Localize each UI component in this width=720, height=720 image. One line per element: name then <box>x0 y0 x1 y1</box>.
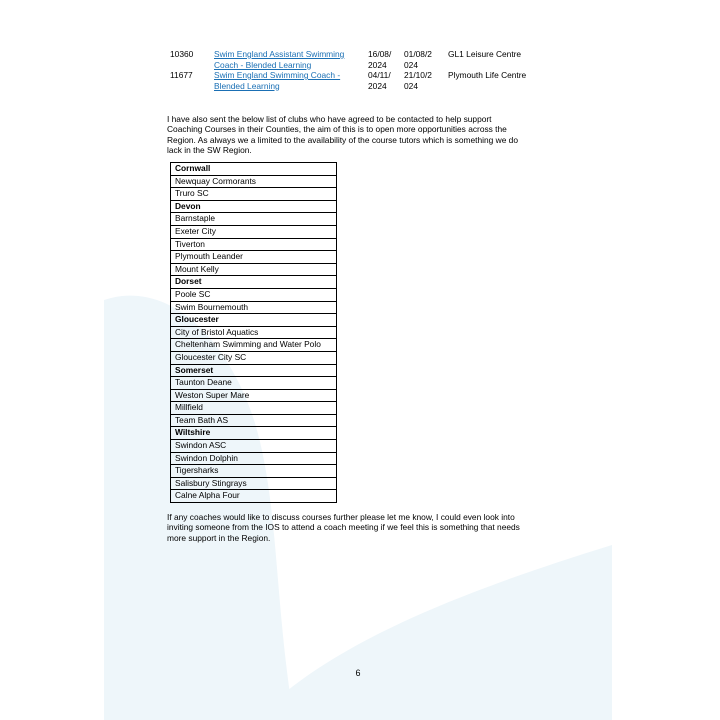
course-title-line: Swim England Assistant Swimming <box>214 49 345 59</box>
county-header-row <box>171 314 337 327</box>
club-name: Tigersharks <box>171 465 337 478</box>
course-title-line: Blended Learning <box>214 80 280 91</box>
closing-paragraph <box>167 512 551 543</box>
course-row <box>170 49 558 70</box>
course-end-date-line: 024 <box>404 80 418 91</box>
county-header-row <box>171 163 337 176</box>
clubs-by-county-table <box>170 162 337 503</box>
clubs-intro-paragraph <box>167 114 549 156</box>
club-row <box>171 326 337 339</box>
course-id: 11677 <box>170 70 193 80</box>
course-start-date-line: 16/08/ <box>368 49 392 59</box>
club-row <box>171 465 337 478</box>
club-row <box>171 339 337 352</box>
document-page <box>104 0 612 720</box>
club-name: Cheltenham Swimming and Water Polo <box>171 339 337 352</box>
club-name: Salisbury Stingrays <box>171 477 337 490</box>
course-row <box>170 70 558 91</box>
course-list-table <box>170 49 558 91</box>
paragraph-line: more support in the Region. <box>167 532 271 543</box>
course-title-line: Coach - Blended Learning <box>214 59 312 70</box>
paragraph-line: If any coaches would like to discuss courses further please let me know, I could even look into <box>167 512 515 522</box>
page-content <box>104 0 612 720</box>
club-row <box>171 351 337 364</box>
county-name: Gloucester <box>171 314 337 327</box>
course-end-date <box>404 49 448 70</box>
club-row <box>171 238 337 251</box>
paragraph-line: inviting someone from the IOS to attend a coach meeting if we feel this is something that needs <box>167 522 520 533</box>
club-row <box>171 414 337 427</box>
course-end-date-line: 01/08/2 <box>404 49 432 59</box>
club-row <box>171 377 337 390</box>
page-number: 6 <box>355 668 361 678</box>
course-start-date <box>368 49 404 70</box>
club-name: Team Bath AS <box>171 414 337 427</box>
county-header-row <box>171 364 337 377</box>
club-name: Millfield <box>171 402 337 415</box>
county-name: Dorset <box>171 276 337 289</box>
club-name: Weston Super Mare <box>171 389 337 402</box>
county-name: Wiltshire <box>171 427 337 440</box>
club-row <box>171 452 337 465</box>
club-name: Taunton Deane <box>171 377 337 390</box>
club-name: Calne Alpha Four <box>171 490 337 503</box>
club-row <box>171 288 337 301</box>
club-row <box>171 402 337 415</box>
club-row <box>171 389 337 402</box>
club-name: Exeter City <box>171 225 337 238</box>
club-row <box>171 251 337 264</box>
course-title-link[interactable] <box>214 70 340 91</box>
course-end-date-line: 21/10/2 <box>404 70 432 80</box>
club-name: Tiverton <box>171 238 337 251</box>
county-header-row <box>171 200 337 213</box>
course-end-date <box>404 70 448 91</box>
club-name: Poole SC <box>171 288 337 301</box>
county-name: Cornwall <box>171 163 337 176</box>
club-name: Gloucester City SC <box>171 351 337 364</box>
paragraph-line: I have also sent the below list of clubs who have agreed to be contacted to help support <box>167 114 492 124</box>
course-venue: GL1 Leisure Centre <box>448 49 522 59</box>
club-row <box>171 225 337 238</box>
club-name: Swindon Dolphin <box>171 452 337 465</box>
club-name: Mount Kelly <box>171 263 337 276</box>
club-name: Newquay Cormorants <box>171 175 337 188</box>
club-name: Truro SC <box>171 188 337 201</box>
club-row <box>171 301 337 314</box>
course-title-line: Swim England Swimming Coach - <box>214 70 341 80</box>
course-end-date-line: 024 <box>404 59 418 70</box>
course-id: 10360 <box>170 49 194 59</box>
club-name: City of Bristol Aquatics <box>171 326 337 339</box>
course-venue: Plymouth Life Centre <box>448 70 527 80</box>
paragraph-line: lack in the SW Region. <box>167 145 252 156</box>
course-start-date-line: 04/11/ <box>368 70 391 80</box>
club-row <box>171 263 337 276</box>
club-row <box>171 440 337 453</box>
county-name: Devon <box>171 200 337 213</box>
club-row <box>171 213 337 226</box>
paragraph-line: Coaching Courses in their Counties, the aim of this is to open more opportunities across the <box>167 124 507 135</box>
county-header-row <box>171 427 337 440</box>
club-name: Swindon ASC <box>171 440 337 453</box>
course-title-cell <box>214 70 368 91</box>
club-name: Swim Bournemouth <box>171 301 337 314</box>
course-title-link[interactable] <box>214 49 344 70</box>
course-start-date <box>368 70 404 91</box>
club-row <box>171 490 337 503</box>
course-start-date-line: 2024 <box>368 80 387 91</box>
club-name: Plymouth Leander <box>171 251 337 264</box>
paragraph-line: Region. As always we a limited to the availability of the course tutors which is something we do <box>167 134 518 145</box>
club-name: Barnstaple <box>171 213 337 226</box>
county-name: Somerset <box>171 364 337 377</box>
club-row <box>171 477 337 490</box>
club-row <box>171 188 337 201</box>
course-title-cell <box>214 49 368 70</box>
county-header-row <box>171 276 337 289</box>
course-start-date-line: 2024 <box>368 59 387 70</box>
club-row <box>171 175 337 188</box>
